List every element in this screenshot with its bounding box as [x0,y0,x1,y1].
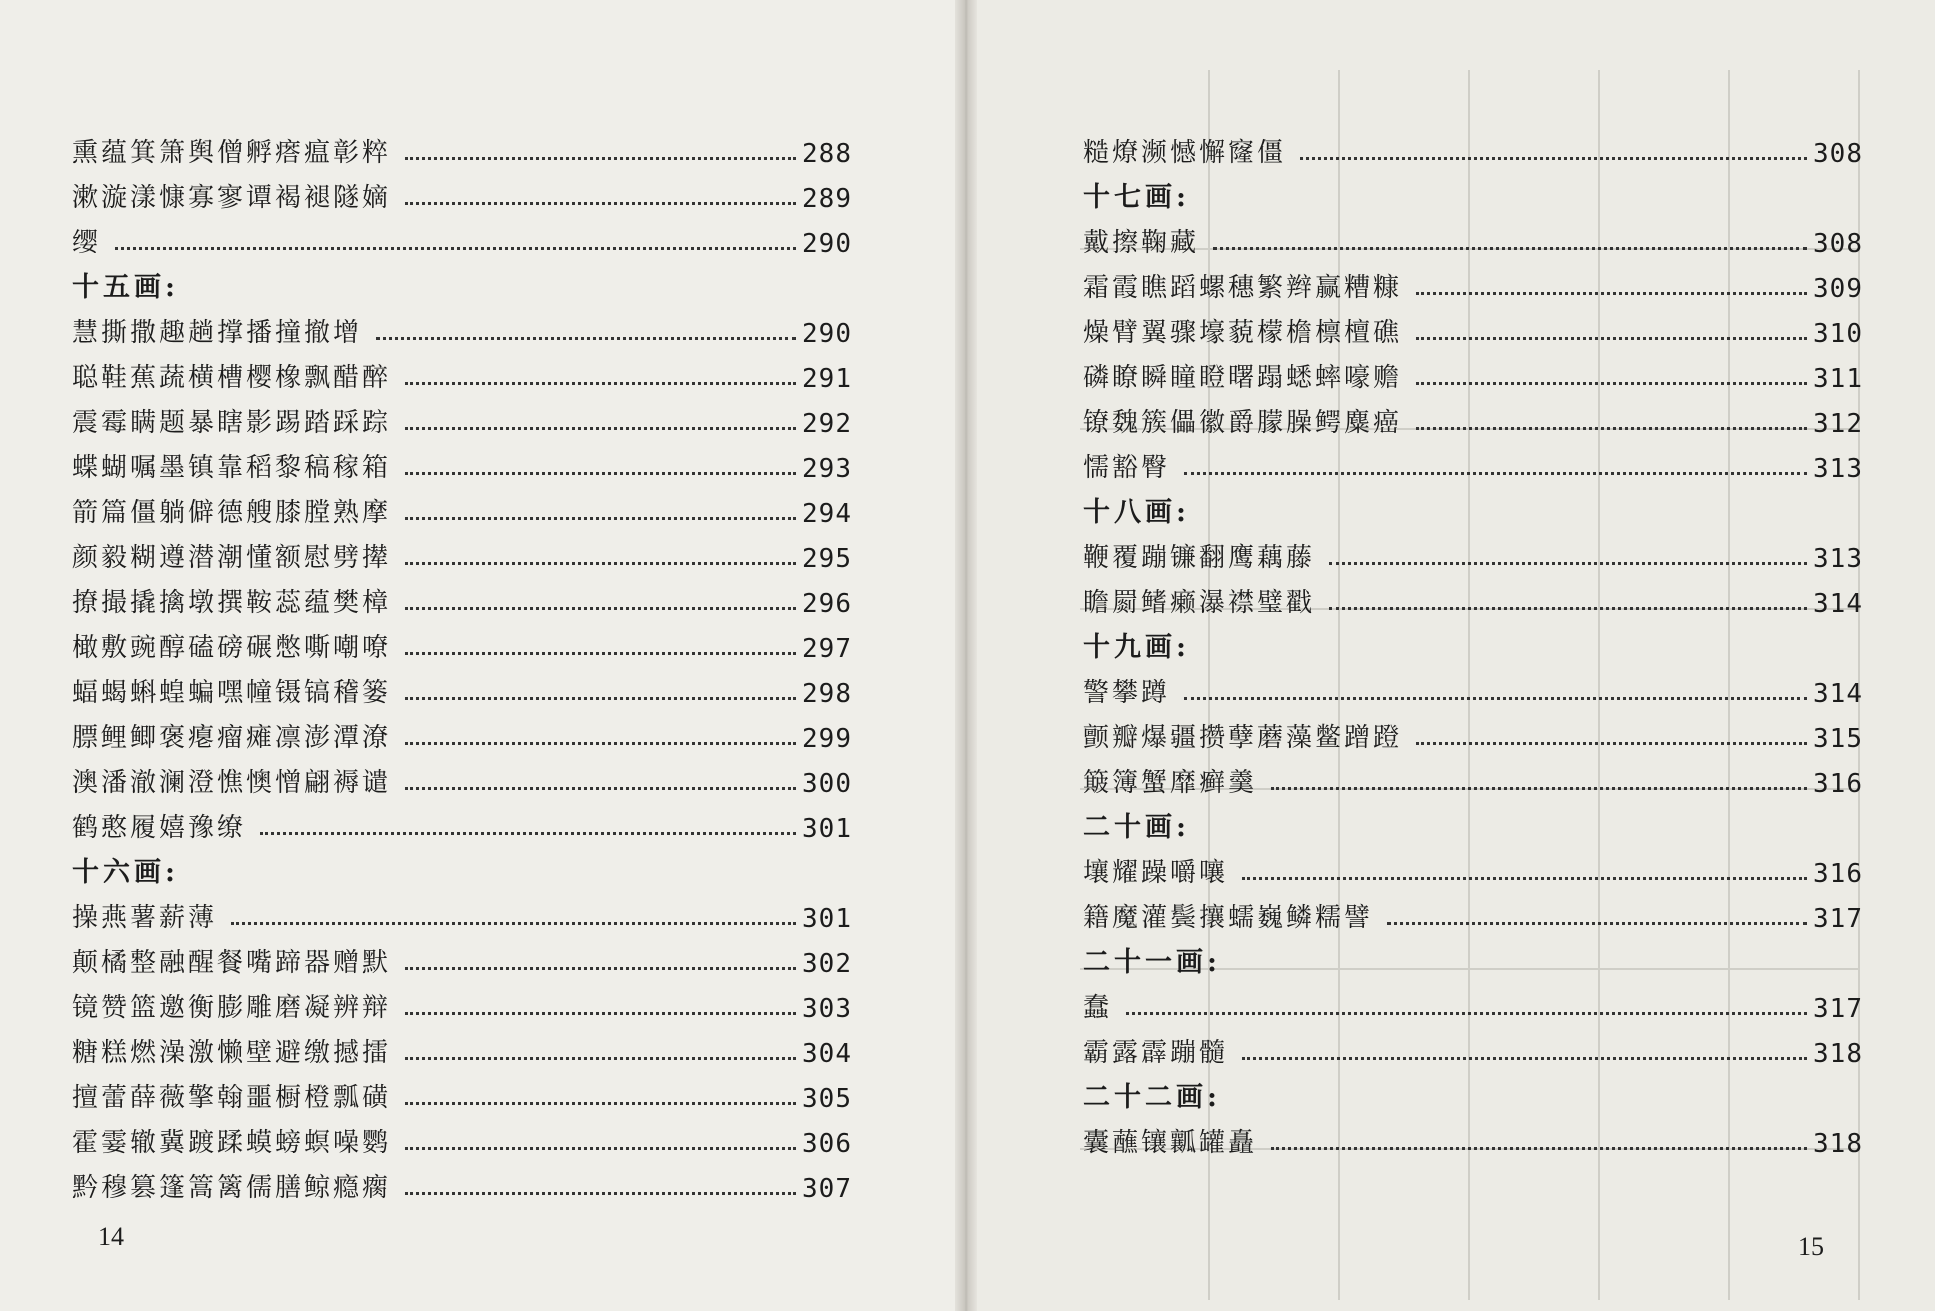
dot-leader [405,1057,796,1060]
entry-characters: 橄敷豌醇磕磅碾憋嘶嘲嘹 [72,633,392,663]
entry-page-number: 297 [802,634,852,664]
stroke-count-heading: 二十一画: [1083,947,1221,978]
entry-characters: 撩撮撬擒墩撰鞍蕊蕴樊樟 [72,588,392,618]
entry-page-number: 302 [802,949,852,979]
dot-leader [1387,922,1807,925]
dot-leader [405,787,796,790]
toc-entry [72,1114,852,1159]
stroke-count-heading: 十七画: [1083,182,1190,213]
entry-page-number: 303 [802,994,852,1024]
toc-entry [1083,664,1863,709]
dot-leader [405,1012,796,1015]
entry-page-number: 307 [802,1174,852,1204]
left-toc-list [72,124,852,1204]
entry-page-number: 293 [802,454,852,484]
entry-characters: 黔穆篡篷篙篱儒膳鲸瘾瘸 [72,1173,392,1203]
entry-characters: 霍霎辙冀踱蹂蟆螃螟噪鹦 [72,1128,392,1158]
dot-leader [1271,1147,1807,1150]
entry-page-number: 292 [802,409,852,439]
toc-entry [1083,754,1863,799]
toc-entry [1083,844,1863,889]
entry-page-number: 317 [1813,904,1863,934]
dot-leader [405,1102,796,1105]
entry-characters: 擅蕾薛薇擎翰噩橱橙瓢磺 [72,1083,392,1113]
entry-page-number: 300 [802,769,852,799]
entry-characters: 磷瞭瞬瞳瞪曙蹋蟋蟀嚎赡 [1083,363,1403,393]
dot-leader [1242,1057,1807,1060]
entry-characters: 聪鞋蕉蔬横槽樱橡飘醋醉 [72,363,392,393]
dot-leader [1300,157,1807,160]
toc-entry [72,934,852,979]
entry-characters: 警攀蹲 [1083,678,1171,708]
toc-entry [1083,304,1863,349]
page-number-left: 14 [98,1222,124,1251]
stroke-count-heading: 二十二画: [1083,1082,1221,1113]
dot-leader [405,202,796,205]
dot-leader [405,742,796,745]
entry-page-number: 309 [1813,274,1863,304]
entry-characters: 镜赞篮邀衡膨雕磨凝辨辩 [72,993,392,1023]
dot-leader [1416,742,1807,745]
toc-entry [72,709,852,754]
entry-characters: 镣魏簇儡徽爵朦臊鳄麋癌 [1083,408,1403,438]
dot-leader [405,427,796,430]
toc-entry [1083,124,1863,169]
entry-page-number: 288 [802,139,852,169]
dot-leader [405,1147,796,1150]
dot-leader [1329,562,1807,565]
stroke-count-heading: 十八画: [1083,497,1190,528]
dot-leader [405,517,796,520]
entry-characters: 戴擦鞠藏 [1083,228,1200,258]
toc-entry [72,349,852,394]
entry-characters: 蝶蝴嘱墨镇靠稻黎稿稼箱 [72,453,392,483]
dot-leader [1184,697,1807,700]
entry-page-number: 298 [802,679,852,709]
entry-characters: 操燕薯薪薄 [72,903,218,933]
entry-page-number: 299 [802,724,852,754]
entry-page-number: 294 [802,499,852,529]
right-toc-list [1083,124,1863,1159]
entry-page-number: 301 [802,814,852,844]
entry-page-number: 310 [1813,319,1863,349]
stroke-count-heading: 二十画: [1083,812,1190,843]
entry-characters: 籍魔灌鬓攘蠕巍鳞糯譬 [1083,903,1374,933]
entry-characters: 懦豁臀 [1083,453,1171,483]
entry-page-number: 313 [1813,544,1863,574]
book-gutter [955,0,977,1311]
entry-page-number: 315 [1813,724,1863,754]
dot-leader [1416,427,1807,430]
dot-leader [231,922,796,925]
entry-characters: 壤耀躁嚼嚷 [1083,858,1229,888]
dot-leader [1242,877,1807,880]
toc-entry [1083,1024,1863,1069]
entry-characters: 鞭覆蹦镰翻鹰藕藤 [1083,543,1316,573]
entry-page-number: 308 [1813,229,1863,259]
dot-leader [1416,292,1807,295]
entry-characters: 燥臂翼骤壕藐檬檐檩檀礁 [1083,318,1403,348]
dot-leader [405,967,796,970]
entry-characters: 霜霞瞧蹈螺穗繁辫赢糟糠 [1083,273,1403,303]
stroke-count-heading: 十五画: [72,272,179,303]
dot-leader [115,247,796,250]
entry-page-number: 296 [802,589,852,619]
dot-leader [405,697,796,700]
toc-entry [1083,1114,1863,1159]
dot-leader [376,337,796,340]
entry-page-number: 314 [1813,679,1863,709]
entry-page-number: 301 [802,904,852,934]
toc-entry [72,889,852,934]
entry-characters: 慧撕撒趣趟撑播撞撤增 [72,318,363,348]
toc-entry [72,1159,852,1204]
entry-characters: 糖糕燃澡激懒壁避缴撼擂 [72,1038,392,1068]
dot-leader [405,652,796,655]
entry-characters: 震霉瞒题暴瞎影踢踏踩踪 [72,408,392,438]
dot-leader [405,472,796,475]
entry-characters: 霸露霹蹦髓 [1083,1038,1229,1068]
entry-characters: 囊蘸镶瓤罐矗 [1083,1128,1258,1158]
entry-page-number: 318 [1813,1039,1863,1069]
entry-page-number: 308 [1813,139,1863,169]
dot-leader [1329,607,1807,610]
entry-characters: 缨 [72,228,102,258]
entry-page-number: 312 [1813,409,1863,439]
toc-entry [72,214,852,259]
entry-page-number: 295 [802,544,852,574]
toc-entry [72,484,852,529]
entry-characters: 颤瓣爆疆攒孽蘑藻鳖蹭蹬 [1083,723,1403,753]
toc-entry [72,799,852,844]
entry-page-number: 316 [1813,769,1863,799]
toc-entry [72,619,852,664]
dot-leader [405,607,796,610]
toc-entry [1083,889,1863,934]
dot-leader [1271,787,1807,790]
dot-leader [405,382,796,385]
toc-entry [72,574,852,619]
dot-leader [405,562,796,565]
toc-entry [1083,709,1863,754]
toc-entry [72,169,852,214]
entry-page-number: 314 [1813,589,1863,619]
dot-leader [405,1192,796,1195]
toc-entry [1083,979,1863,1024]
stroke-count-heading: 十九画: [1083,632,1190,663]
entry-characters: 熏蕴箕箫舆僧孵瘩瘟彰粹 [72,138,392,168]
entry-characters: 蠢 [1083,993,1113,1023]
entry-characters: 瞻罽鳍癞瀑襟璧戳 [1083,588,1316,618]
toc-entry [1083,394,1863,439]
dot-leader [405,157,796,160]
toc-entry [72,1024,852,1069]
dot-leader [1416,382,1807,385]
toc-entry [1083,529,1863,574]
entry-characters: 箭篇僵躺僻德艘膝膛熟摩 [72,498,392,528]
dot-leader [1184,472,1807,475]
entry-page-number: 290 [802,229,852,259]
entry-page-number: 311 [1813,364,1863,394]
entry-page-number: 318 [1813,1129,1863,1159]
dot-leader [1213,247,1807,250]
dot-leader [1126,1012,1807,1015]
toc-entry [72,439,852,484]
stroke-count-heading: 十六画: [72,857,179,888]
toc-entry [72,664,852,709]
entry-characters: 簸簿蟹靡癣羹 [1083,768,1258,798]
entry-page-number: 291 [802,364,852,394]
entry-characters: 颠橘整融醒餐嘴蹄器赠默 [72,948,392,978]
toc-entry [1083,259,1863,304]
entry-page-number: 313 [1813,454,1863,484]
toc-entry [72,529,852,574]
toc-entry [72,1069,852,1114]
toc-entry [1083,574,1863,619]
toc-entry [1083,214,1863,259]
entry-page-number: 290 [802,319,852,349]
entry-page-number: 304 [802,1039,852,1069]
entry-characters: 膘鲤鲫褒瘪瘤瘫凛澎潭潦 [72,723,392,753]
entry-characters: 糙燎濒憾懈窿僵 [1083,138,1287,168]
entry-page-number: 316 [1813,859,1863,889]
entry-page-number: 289 [802,184,852,214]
entry-characters: 蝠蝎蝌蝗蝙嘿幢镊镐稽篓 [72,678,392,708]
dot-leader [1416,337,1807,340]
toc-entry [1083,349,1863,394]
entry-page-number: 305 [802,1084,852,1114]
toc-entry [72,979,852,1024]
page-number-right: 15 [1798,1232,1824,1261]
entry-characters: 澳潘澈澜澄憔懊憎翩褥谴 [72,768,392,798]
entry-characters: 颜毅糊遵潜潮懂额慰劈撵 [72,543,392,573]
toc-entry [1083,439,1863,484]
entry-characters: 鹤憨履嬉豫缭 [72,813,247,843]
entry-characters: 漱漩漾慷寡寥谭褐褪隧嫡 [72,183,392,213]
toc-entry [72,304,852,349]
entry-page-number: 306 [802,1129,852,1159]
entry-page-number: 317 [1813,994,1863,1024]
toc-entry [72,124,852,169]
toc-entry [72,754,852,799]
dot-leader [260,832,796,835]
toc-entry [72,394,852,439]
